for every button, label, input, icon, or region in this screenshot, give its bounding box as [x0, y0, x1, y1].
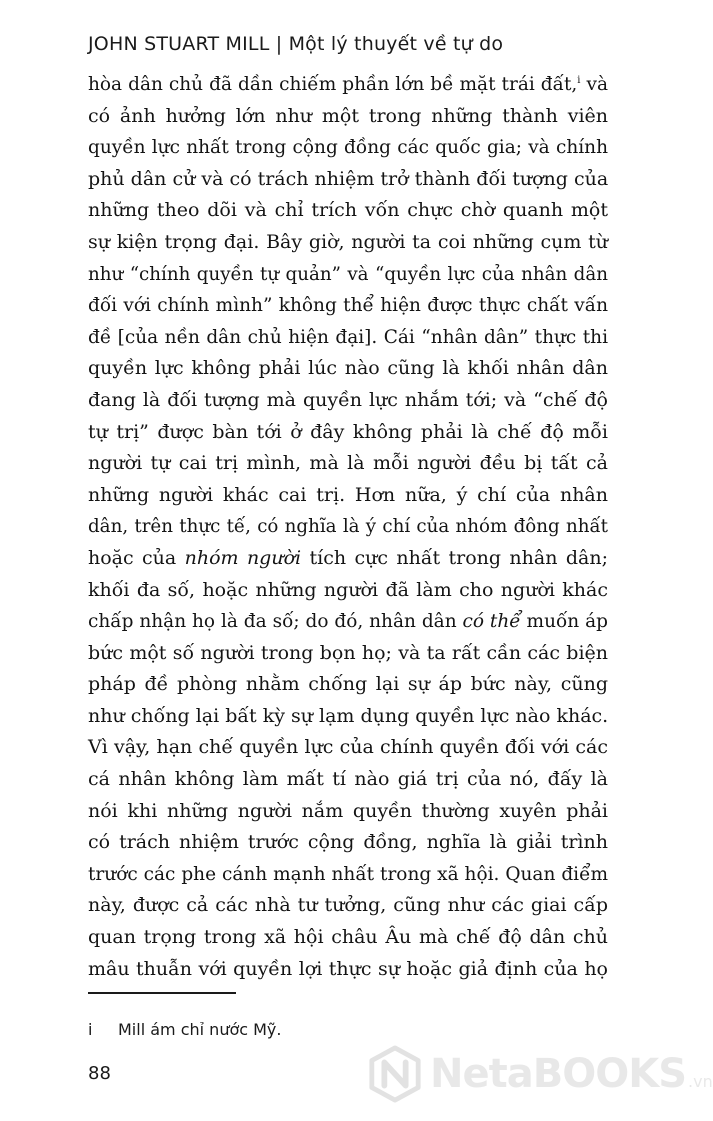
text-segment: chấp nhận họ là đa số; do đó, nhân dân: [88, 611, 463, 633]
text-line: [88, 353, 608, 385]
text-line: [88, 385, 608, 417]
watermark-suffix: .vn: [688, 1071, 713, 1091]
text-line: [88, 859, 608, 891]
text-line: [88, 480, 608, 512]
text-line: [88, 669, 608, 701]
text-segment: đề [của nền dân chủ hiện đại]. Cái “nhân dân” thực thi: [88, 326, 608, 348]
text-segment: bức một số người trong bọn họ; và ta rất cần các biện: [88, 641, 608, 664]
text-line: [88, 101, 608, 133]
text-segment: tự trị” được bàn tới ở đây không phải là chế độ mỗi: [88, 420, 608, 443]
text-line: [88, 227, 608, 259]
text-segment: tích cực nhất trong nhân dân;: [301, 546, 608, 569]
text-segment: mâu thuẫn với quyền lợi thực sự hoặc giả định của họ: [88, 957, 608, 980]
text-line: [88, 69, 608, 101]
emphasis: nhóm người: [184, 546, 302, 569]
footnote-marker: i: [88, 1020, 93, 1039]
text-line: [88, 701, 608, 733]
text-segment: muốn áp: [520, 611, 608, 633]
text-line: [88, 638, 608, 670]
text-segment: những người khác cai trị. Hơn nữa, ý chí của nhân: [88, 483, 608, 506]
text-segment: sự kiện trọng đại. Bây giờ, người ta coi những cụm từ: [88, 230, 608, 253]
text-segment: như chống lại bất kỳ sự lạm dụng quyền lực nào khác.: [88, 704, 609, 727]
text-segment: đối với chính mình” không thể hiện được thực chất vấn: [88, 295, 608, 317]
text-line: [88, 606, 608, 638]
text-line: [88, 922, 608, 954]
neta-n-hexagon-icon: [366, 1045, 424, 1103]
emphasis: có thể: [462, 611, 521, 633]
text-segment: phủ dân cử và có trách nhiệm trở thành đối tượng của: [88, 167, 609, 190]
text-line: [88, 195, 608, 227]
text-segment: pháp đề phòng nhằm chống lại sự áp bức này, cũng: [88, 673, 608, 696]
footnote-divider: [88, 992, 236, 994]
text-line: [88, 827, 608, 859]
text-segment: những theo dõi và chỉ trích vốn chực chờ quanh một: [88, 199, 608, 222]
text-line: [88, 954, 608, 986]
text-line: [88, 511, 608, 543]
running-header: JOHN STUART MILL | Một lý thuyết về tự do: [88, 33, 504, 55]
text-segment: người tự cai trị mình, mà là mỗi người đều bị tất cả: [88, 452, 608, 475]
text-line: [88, 164, 608, 196]
text-segment: quan trọng trong xã hội châu Âu mà chế độ dân chủ: [88, 926, 608, 949]
text-segment: và: [580, 74, 608, 95]
text-line: [88, 796, 608, 828]
page-number: 88: [88, 1063, 111, 1084]
text-segment: trước các phe cánh mạnh nhất trong xã hội. Quan điểm: [88, 863, 608, 885]
footnote: [88, 1020, 281, 1039]
body-text: [88, 69, 608, 985]
text-line: [88, 259, 608, 291]
text-segment: có ảnh hưởng lớn như một trong những thành viên: [88, 104, 608, 127]
text-line: [88, 764, 608, 796]
footnote-reference: i: [577, 74, 581, 86]
text-line: [88, 448, 608, 480]
text-line: [88, 890, 608, 922]
text-line: [88, 290, 608, 322]
text-segment: nói khi những người nắm quyền thường xuyên phải: [88, 799, 608, 822]
text-line: [88, 132, 608, 164]
text-line: [88, 322, 608, 354]
watermark-brand: NetaBOOKS: [430, 1051, 687, 1097]
text-segment: khối đa số, hoặc những người đã làm cho người khác: [88, 578, 608, 601]
footnote-text: Mill ám chỉ nước Mỹ.: [118, 1020, 282, 1039]
text-segment: Vì vậy, hạn chế quyền lực của chính quyền đối với các: [88, 736, 608, 759]
text-line: [88, 417, 608, 449]
text-segment: quyền lực không phải lúc nào cũng là khối nhân dân: [88, 357, 608, 380]
text-segment: này, được cả các nhà tư tưởng, cũng như các giai cấp: [88, 894, 608, 917]
text-segment: có trách nhiệm trước cộng đồng, nghĩa là giải trình: [88, 831, 608, 854]
text-segment: đang là đối tượng mà quyền lực nhắm tới; và “chế độ: [88, 388, 608, 411]
text-segment: quyền lực nhất trong cộng đồng các quốc gia; và chính: [88, 137, 608, 159]
text-segment: như “chính quyền tự quản” và “quyền lực của nhân dân: [88, 263, 608, 285]
text-segment: hòa dân chủ đã dần chiếm phần lớn bề mặt trái đất,: [88, 74, 578, 95]
text-line: [88, 575, 608, 607]
text-segment: cá nhân không làm mất tí nào giá trị của nó, đấy là: [88, 768, 608, 791]
text-segment: hoặc của: [88, 546, 185, 569]
text-line: [88, 543, 608, 575]
text-segment: dân, trên thực tế, có nghĩa là ý chí của nhóm đông nhất: [88, 516, 608, 538]
text-line: [88, 732, 608, 764]
watermark: [366, 1045, 713, 1103]
